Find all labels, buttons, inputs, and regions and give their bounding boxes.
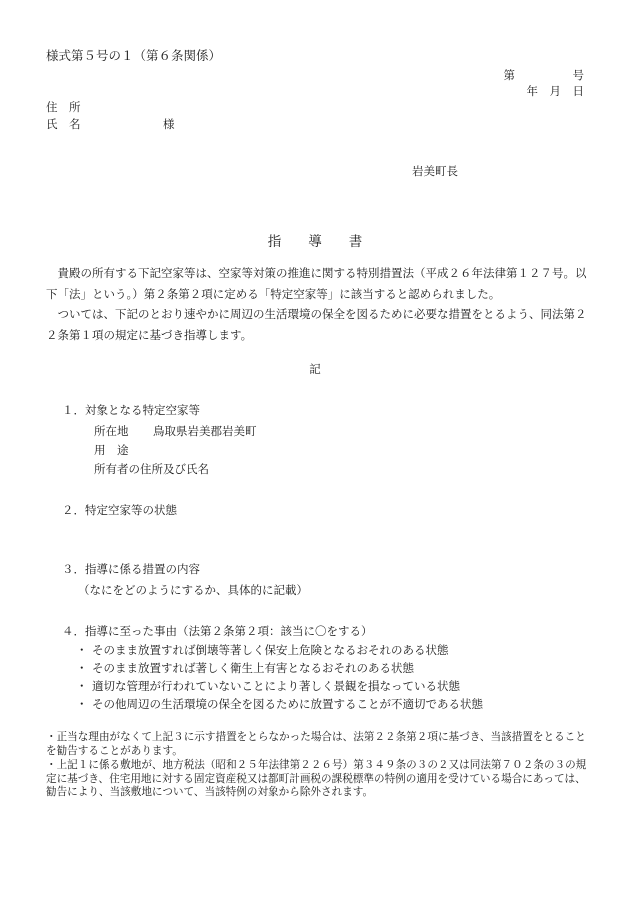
address-label: 住 所 — [46, 100, 81, 114]
reason-item-4: その他周辺の生活環境の保全を図るために放置することが不適切である状態 — [92, 697, 483, 711]
ki-heading: 記 — [309, 362, 321, 376]
bullet-icon: ・ — [76, 661, 88, 675]
location-label: 所在地 — [94, 424, 129, 438]
use-label: 用 途 — [94, 443, 129, 457]
list-item — [76, 681, 460, 693]
section-3-heading: ３．指導に係る措置の内容 — [62, 562, 200, 576]
location-value: 鳥取県岩美郡岩美町 — [153, 424, 257, 438]
section-4-heading: ４．指導に至った事由（法第２条第２項：該当に〇をする） — [62, 624, 373, 638]
reason-item-1: そのまま放置すれば倒壊等著しく保安上危険となるおそれのある状態 — [92, 643, 449, 657]
reason-item-2: そのまま放置すれば著しく衛生上有害となるおそれのある状態 — [92, 661, 414, 675]
body-paragraph-2: ついては、下記のとおり速やかに周辺の生活環境の保全を図るために必要な措置をとるよう、同法第２２条第１項の規定に基づき指導します。 — [46, 307, 587, 342]
issuer: 岩美町長 — [412, 164, 458, 178]
section-1-heading: １．対象となる特定空家等 — [62, 403, 200, 417]
bullet-icon: ・ — [76, 679, 88, 693]
section-2-heading: ２．特定空家等の状態 — [62, 503, 177, 517]
section-3-note: （なにをどのようにするか、具体的に記載） — [78, 583, 308, 597]
honorific: 様 — [163, 117, 175, 131]
bullet-icon: ・ — [76, 697, 88, 711]
document-number: 第 号 — [503, 68, 584, 82]
document-date: 年 月 日 — [526, 84, 584, 98]
list-item — [76, 663, 414, 675]
list-item — [76, 699, 483, 711]
reason-item-3: 適切な管理が行われていないことにより著しく景観を損なっている状態 — [92, 679, 460, 693]
body-paragraph-1: 貴殿の所有する下記空家等は、空家等対策の推進に関する特別措置法（平成２６年法律第１２７号。以下「法」という。）第２条第２項に定める「特定空家等」に該当すると認められました。 — [46, 266, 587, 301]
footnote-1: ・正当な理由がなくて上記３に示す措置をとらなかった場合は、法第２２条第２項に基づき、当該措置をとることを勧告することがあります。 — [46, 731, 586, 757]
owner-label: 所有者の住所及び氏名 — [94, 462, 209, 476]
list-item — [76, 645, 449, 657]
footnote-2: ・上記１に係る敷地が、地方税法（昭和２５年法律第２２６号）第３４９条の３の２又は同法第７０２条の３の規定に基づき、住宅用地に対する固定資産税又は都町計画税の課税標準の特例の適用を受けている場合にあっては、勧告により、当該敷地について、当該特例の対象から除外されます。 — [46, 759, 587, 798]
name-label: 氏 名 — [46, 117, 81, 131]
form-label: 様式第５号の１（第６条関係） — [46, 48, 222, 63]
bullet-icon: ・ — [76, 643, 88, 657]
document-title: 指 導 書 — [267, 234, 363, 250]
